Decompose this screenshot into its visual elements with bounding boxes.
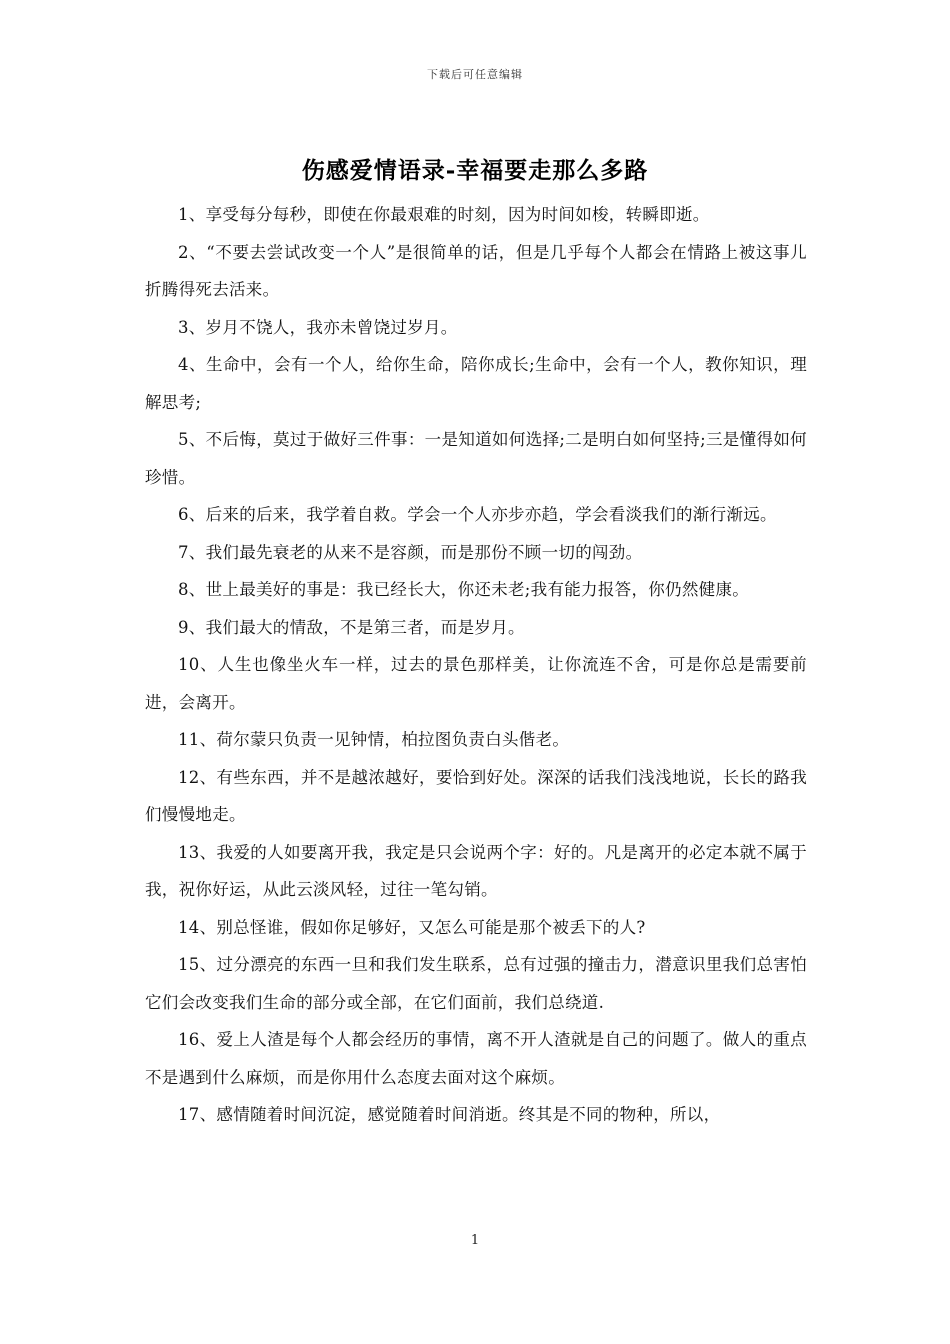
paragraph-10: 10、人生也像坐火车一样，过去的景色那样美，让你流连不舍，可是你总是需要前进，会离开。 bbox=[145, 655, 807, 712]
paragraph-4: 4、生命中，会有一个人，给你生命，陪你成长;生命中，会有一个人，教你知识，理解思考; bbox=[145, 355, 807, 412]
paragraph-15: 15、过分漂亮的东西一旦和我们发生联系，总有过强的撞击力，潜意识里我们总害怕它们会改变我们生命的部分或全部，在它们面前，我们总绕道. bbox=[145, 955, 807, 1012]
paragraph-6: 6、后来的后来，我学着自救。学会一个人亦步亦趋，学会看淡我们的渐行渐远。 bbox=[178, 505, 777, 524]
paragraph-14: 14、别总怪谁，假如你足够好，又怎么可能是那个被丢下的人? bbox=[178, 917, 646, 937]
paragraph-13: 13、我爱的人如要离开我，我定是只会说两个字：好的。凡是离开的必定本就不属于我，祝你好运，从此云淡风轻，过往一笔勾销。 bbox=[145, 842, 807, 899]
paragraph-12: 12、有些东西，并不是越浓越好，要恰到好处。深深的话我们浅浅地说，长长的路我们慢慢地走。 bbox=[145, 767, 807, 824]
paragraph-16: 16、爱上人渣是每个人都会经历的事情，离不开人渣就是自己的问题了。做人的重点不是遇到什么麻烦，而是你用什么态度去面对这个麻烦。 bbox=[145, 1030, 807, 1087]
paragraph-5: 5、不后悔，莫过于做好三件事：一是知道如何选择;二是明白如何坚持;三是懂得如何珍惜。 bbox=[145, 430, 807, 487]
paragraph-11: 11、荷尔蒙只负责一见钟情，柏拉图负责白头偕老。 bbox=[178, 730, 570, 749]
paragraph-9: 9、我们最大的情敌，不是第三者，而是岁月。 bbox=[178, 617, 525, 637]
paragraph-7: 7、我们最先衰老的从来不是容颜，而是那份不顾一切的闯劲。 bbox=[178, 542, 643, 562]
document-title: 伤感爱情语录-幸福要走那么多路 bbox=[301, 157, 649, 184]
paragraph-17: 17、感情随着时间沉淀，感觉随着时间消逝。终其是不同的物种，所以， bbox=[178, 1105, 721, 1124]
paragraph-8: 8、世上最美好的事是：我已经长大，你还未老;我有能力报答，你仍然健康。 bbox=[178, 580, 750, 599]
paragraph-3: 3、岁月不饶人，我亦未曾饶过岁月。 bbox=[178, 317, 458, 337]
page-header-note: 下载后可任意编辑 bbox=[427, 68, 523, 81]
page-number: 1 bbox=[470, 1233, 480, 1248]
paragraph-2: 2、“不要去尝试改变一个人”是很简单的话，但是几乎每个人都会在情路上被这事儿折腾得死去活来。 bbox=[145, 242, 807, 299]
document-body bbox=[145, 196, 807, 1134]
paragraph-1: 1、享受每分每秒，即使在你最艰难的时刻，因为时间如梭，转瞬即逝。 bbox=[178, 205, 710, 224]
